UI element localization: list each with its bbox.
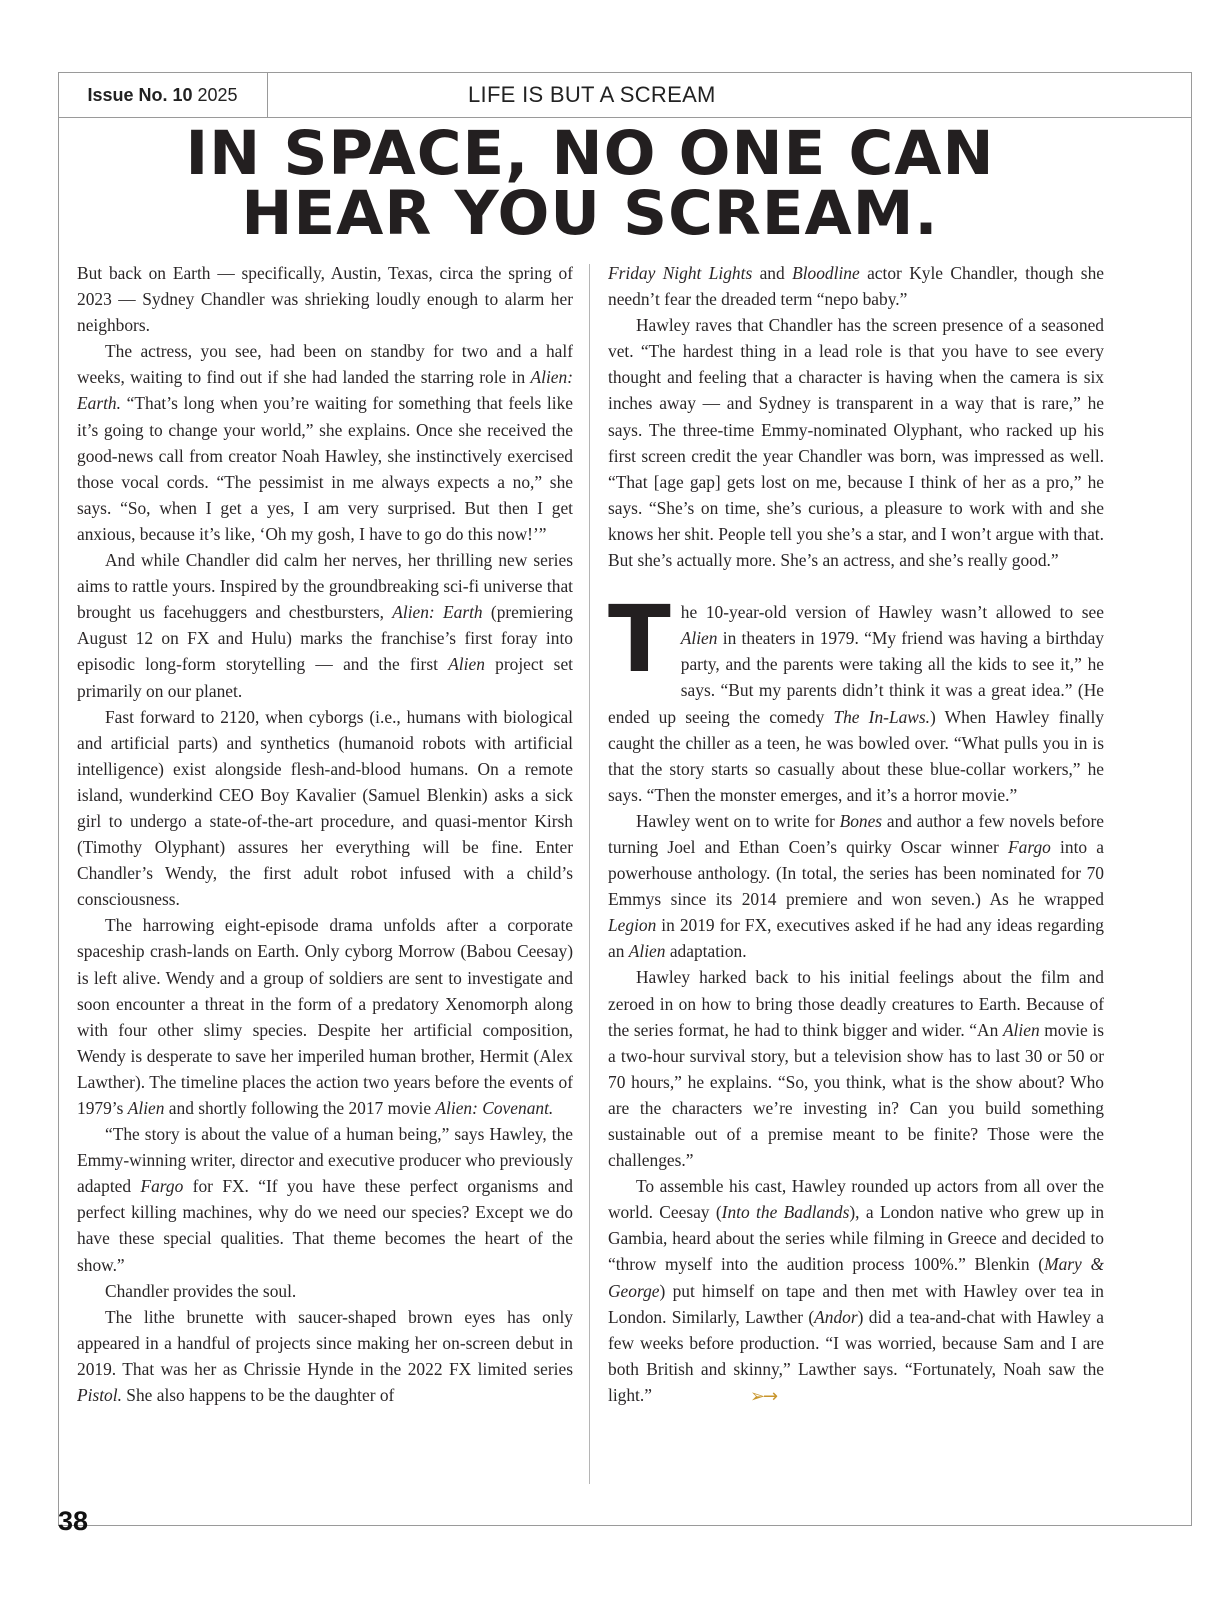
issue-year: 2025 (197, 84, 238, 105)
paragraph: The harrowing eight-episode drama unfolds after a corporate spaceship crash-lands on Earth. Only cyborg Morrow (Babou Ceesay) is left alive. Wendy and a group of soldiers are sent to investigate and soon encounter a threat in the form of a predatory Xenomorph along with four other slimy species. Despite her artificial composition, Wendy is desperate to save her imperiled human brother, Hermit (Alex Lawther). The timeline places the action two years before the events of 1979’s Alien and shortly following the 2017 movie Alien: Covenant. (77, 915, 573, 1118)
right-column (608, 260, 1104, 1492)
film-title: Alien: Earth. (77, 367, 573, 414)
film-title: Andor (814, 1306, 858, 1327)
paragraph: Hawley raves that Chandler has the screen presence of a seasoned vet. “The hardest thing in a lead role is that you have to see every thought and feeling that a character is having when the camera is six inches away — and Sydney is transparent in a way that is rare,” he says. The three-time Emmy-nominated Olyphant, who racked up his first screen credit the year Chandler was born, was impressed as well. “That [age gap] gets lost on me, because I think of her as a pro,” he says. “She’s on time, she’s curious, a pleasure to work with and she knows her shit. People tell you she’s a star, and I won’t argue with that. But she’s actually more. She’s an actress, and she’s really good.” (608, 315, 1104, 571)
page-header (58, 72, 1192, 118)
issue-number: Issue No. 10 (87, 84, 193, 105)
section-title: LIFE IS BUT A SCREAM (468, 82, 716, 107)
paragraph: The actress, you see, had been on standby for two and a half weeks, waiting to find out if she had landed the starring role in Alien: Earth. “That’s long when you’re waiting for something that feels like it’s going to change your world,” she explains. Once she received the good-news call from creator Noah Hawley, she instinctively exercised those vocal cords. “The pessimist in me always expects a no,” she says. “So, when I get a yes, I am very surprised. But then I get anxious, because it’s like, ‘Oh my gosh, I have to go do this now!’” (77, 341, 573, 544)
film-title: Legion (608, 915, 657, 936)
continue-arrow-icon: ➢→ (749, 1385, 777, 1407)
paragraph: Friday Night Lights and Bloodline actor Kyle Chandler, though she needn’t fear the dreaded term “nepo baby.” (608, 263, 1104, 310)
column-divider (589, 264, 590, 1484)
film-title: Alien (448, 654, 485, 675)
paragraph: And while Chandler did calm her nerves, her thrilling new series aims to rattle yours. Inspired by the groundbreaking sci-fi universe that brought us facehuggers and chestbursters, Alien: Earth (premiering August 12 on FX and Hulu) marks the franchise’s first foray into episodic long-form storytelling — and the first Alien project set primarily on our planet. (77, 550, 573, 701)
left-column (77, 260, 573, 1492)
paragraph: “The story is about the value of a human being,” says Hawley, the Emmy-winning writer, director and executive producer who previously adapted Fargo for FX. “If you have these perfect organisms and perfect killing machines, why do we need our species? Except we do have these special qualities. That theme becomes the heart of the show.” (77, 1124, 573, 1275)
film-title: Pistol. (77, 1385, 122, 1406)
paragraph: But back on Earth — specifically, Austin, Texas, circa the spring of 2023 — Sydney Chandler was shrieking loudly enough to alarm her neighbors. (77, 263, 573, 336)
film-title: Bones (839, 810, 883, 831)
film-title: Alien (127, 1098, 165, 1118)
paragraph: The 10-year-old version of Hawley wasn’t allowed to see Alien in theaters in 1979. “My friend was having a birthday party, and the parents were taking all the kids to see it,” he says. “But my parents didn’t think it was a great idea.” (He ended up seeing the comedy The In-Laws.) When Hawley finally caught the chiller as a teen, he was bowled over. “What pulls you in is that the story starts so casually about these blue-collar workers,” he says. “Then the monster emerges, and it’s a horror movie.” (608, 586, 1104, 805)
article-headline (80, 118, 1100, 249)
paragraph: The lithe brunette with saucer-shaped brown eyes has only appeared in a handful of projects since making her on-screen debut in 2019. That was her as Chrissie Hynde in the 2022 FX limited series Pistol. She also happens to be the daughter of (77, 1306, 573, 1406)
film-title: Alien (628, 941, 666, 962)
film-title: The In-Laws. (833, 706, 931, 727)
paragraph: To assemble his cast, Hawley rounded up actors from all over the world. Ceesay (Into the Badlands), a London native who grew up in Gambia, heard about the series while filming in Greece and decided to “throw myself into the audition process 100%.” Blenkin (Mary & George) put himself on tape and then met with Hawley over tea in London. Similarly, Lawther (Andor) did a tea-and-chat with Hawley a few weeks before production. “I was worried, because Sam and I are both British and skinny,” Lawther says. “Fortunately, Noah saw the light.” ➢→ (608, 1173, 1104, 1410)
paragraph: Hawley went on to write for Bones and author a few novels before turning Joel and Ethan Coen’s quirky Oscar winner Fargo into a powerhouse anthology. (In total, the series has been nominated for 70 Emmys since its 2014 premiere and won seven.) As he wrapped Legion in 2019 for FX, executives asked if he had any ideas regarding an Alien adaptation. (608, 810, 1104, 962)
film-title: Alien: Earth (392, 602, 483, 623)
film-title: Bloodline (792, 263, 860, 283)
film-title: Friday Night Lights (608, 263, 753, 283)
film-title: Into the Badlands (721, 1202, 850, 1223)
film-title: Alien: Covenant. (435, 1098, 554, 1118)
headline-line-1: IN SPACE, NO ONE CAN (185, 118, 995, 189)
film-title: Alien (680, 628, 718, 649)
paragraph: Chandler provides the soul. (105, 1280, 297, 1301)
paragraph: Fast forward to 2120, when cyborgs (i.e., humans with biological and artificial parts) and synthetics (humanoid robots with artificial intelligence) exist alongside flesh-and-blood humans. On a remote island, wunderkind CEO Boy Kavalier (Samuel Blenkin) asks a sick girl to undergo a state-of-the-art procedure, and quasi-mentor Kirsh (Timothy Olyphant) assures her everything will be fine. Enter Chandler’s Wendy, the first adult robot infused with a child’s consciousness. (77, 706, 573, 910)
film-title: Alien (1002, 1019, 1040, 1040)
film-title: Fargo (140, 1176, 184, 1197)
page-number: 38 (58, 1506, 89, 1536)
film-title: Fargo (1008, 836, 1051, 857)
film-title: Mary & George (608, 1254, 1104, 1301)
drop-cap: T (608, 586, 671, 694)
paragraph: Hawley harked back to his initial feelings about the film and zeroed in on how to bring those deadly creatures to Earth. Because of the series format, he had to think bigger and wider. “An Alien movie is a two-hour survival story, but a television show has to last 30 or 50 or 70 hours,” he explains. “So, you think, what is the show about? Who are the characters we’re investing in? Can you build something sustainable out of a premise meant to be finite? Those were the challenges.” (608, 967, 1104, 1171)
headline-line-2: HEAR YOU SCREAM. (241, 178, 939, 249)
issue-label (58, 72, 268, 118)
